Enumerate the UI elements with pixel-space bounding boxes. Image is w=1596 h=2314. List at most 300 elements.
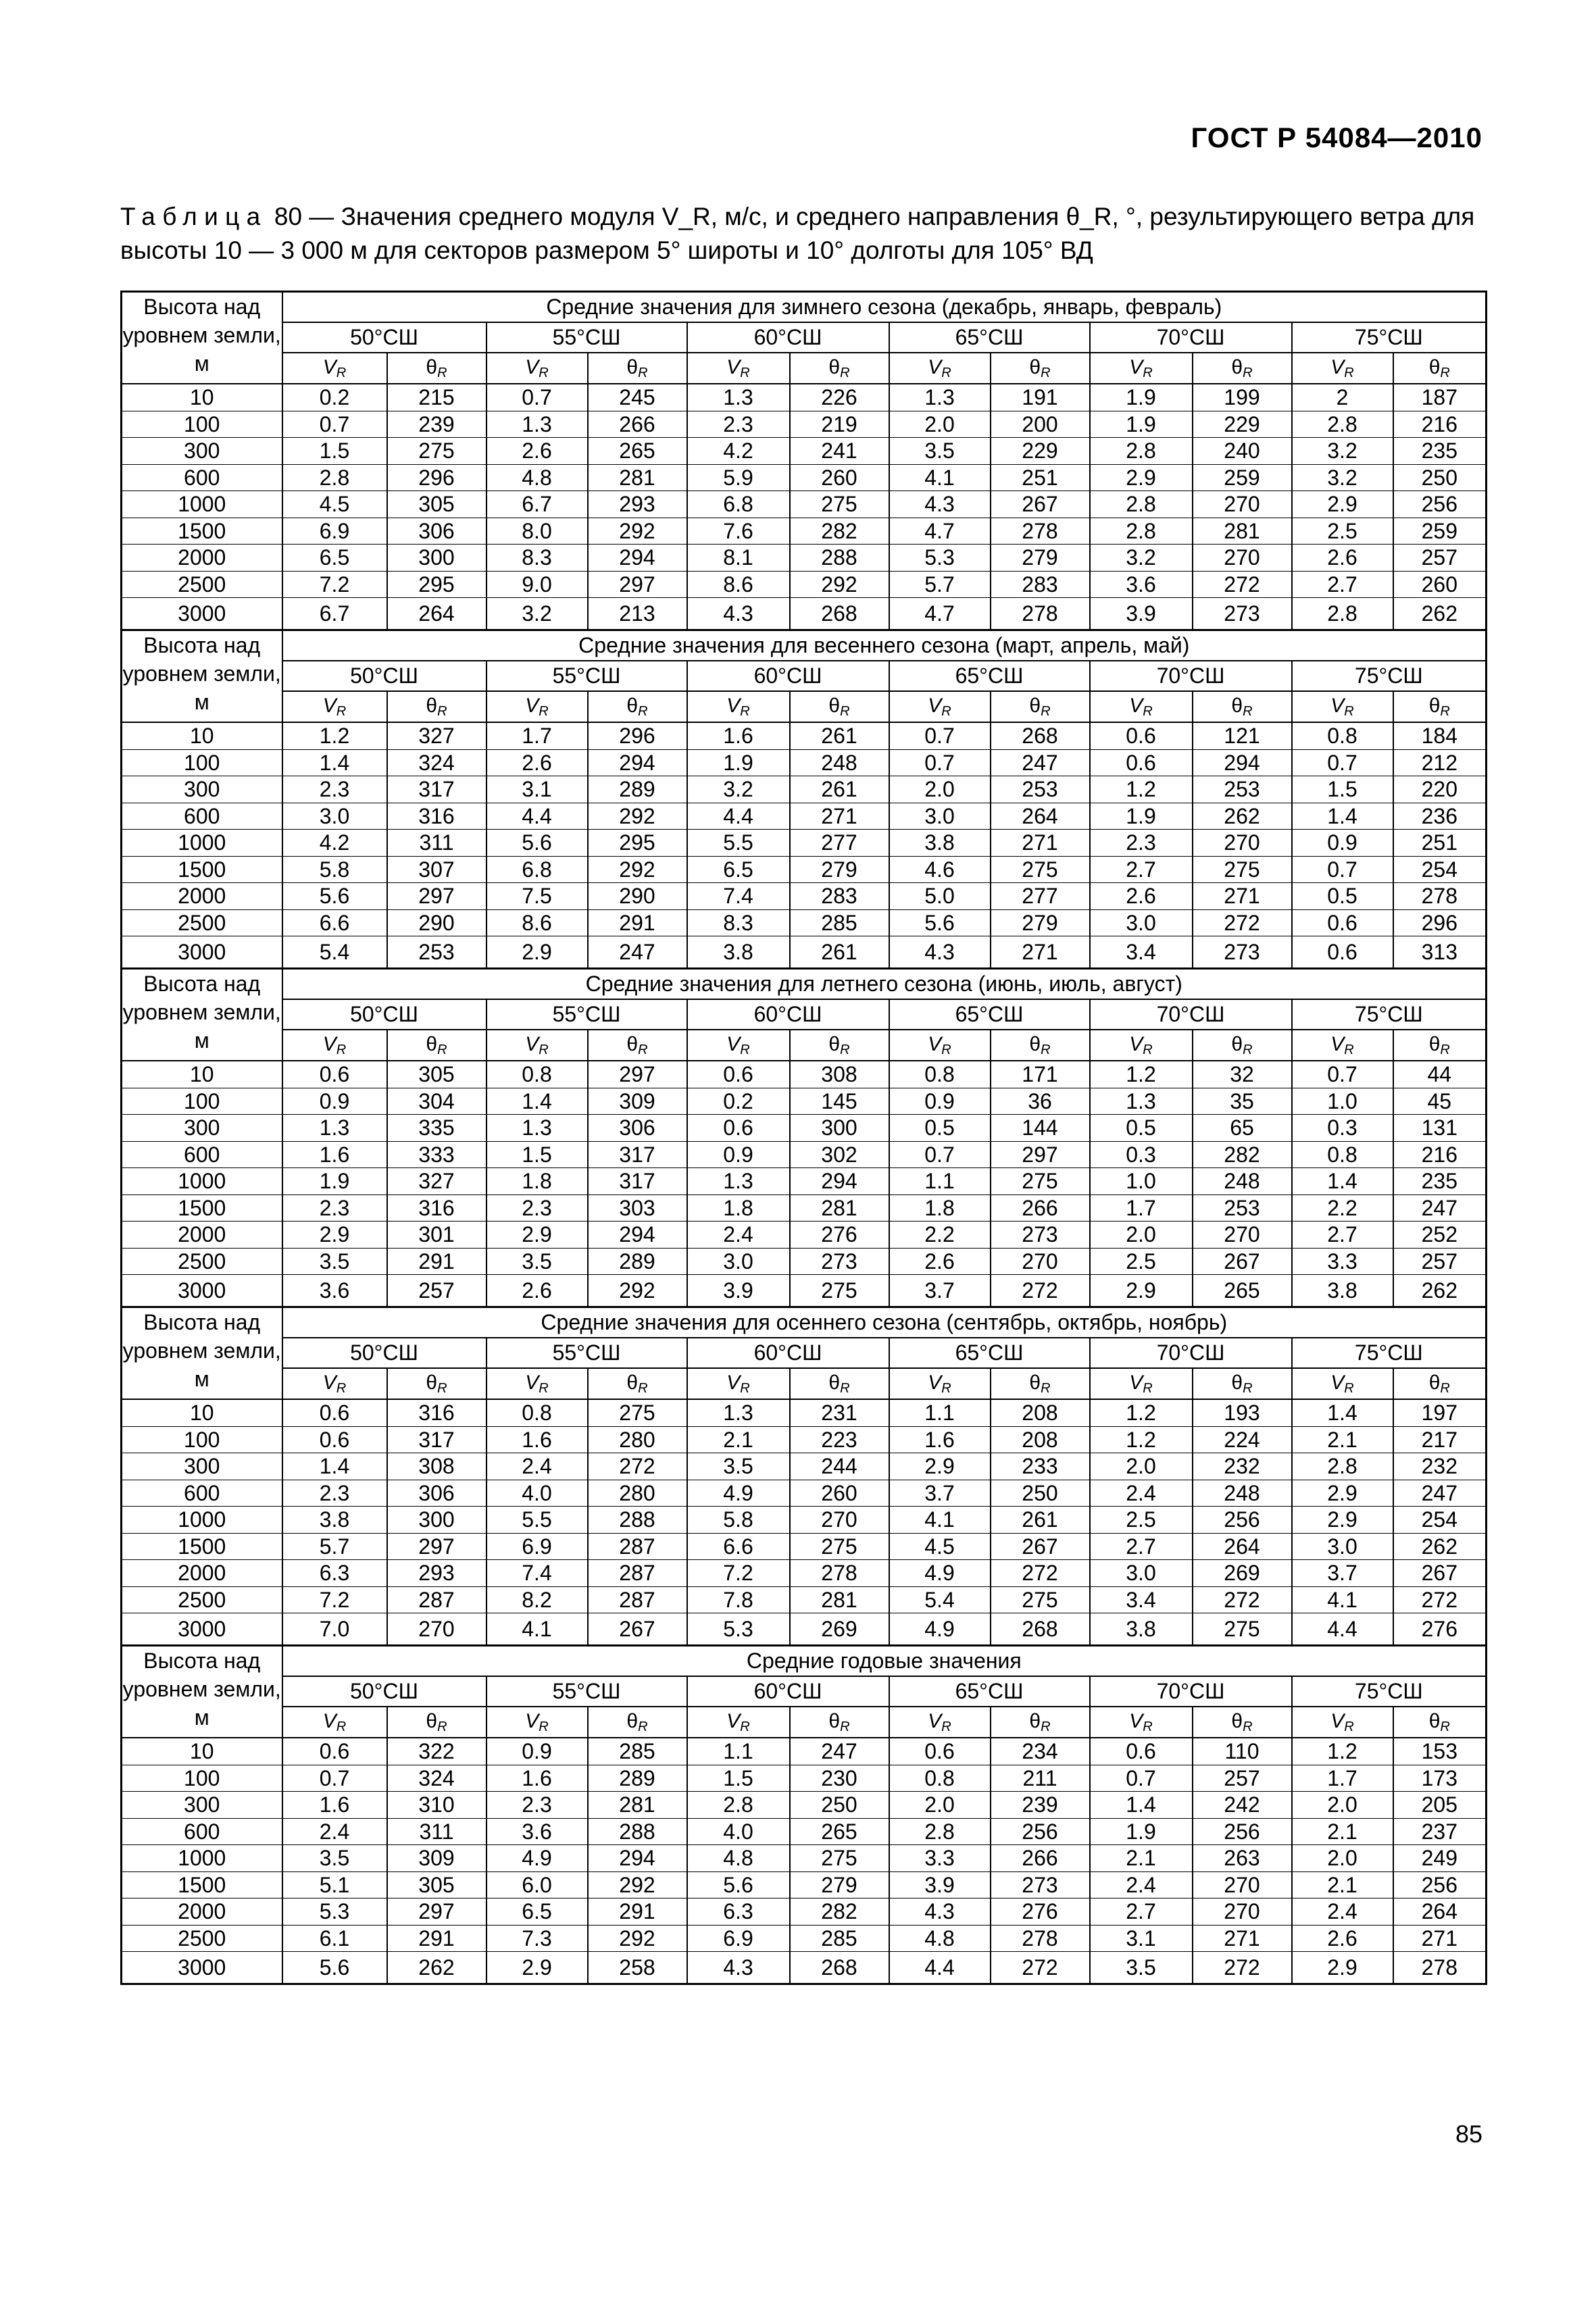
modulus-cell: 0.6 xyxy=(1292,909,1393,936)
direction-cell: 297 xyxy=(588,1061,687,1088)
direction-cell: 295 xyxy=(387,571,487,598)
direction-cell: 267 xyxy=(1193,1248,1292,1275)
direction-cell: 275 xyxy=(1193,856,1292,883)
direction-cell: 217 xyxy=(1393,1426,1487,1453)
modulus-header xyxy=(687,1368,790,1399)
modulus-cell: 3.5 xyxy=(1090,1952,1193,1984)
direction-cell: 273 xyxy=(991,1222,1090,1249)
modulus-symbol: V xyxy=(726,1709,741,1732)
height-cell: 1000 xyxy=(122,1168,282,1195)
direction-cell: 226 xyxy=(790,384,889,411)
modulus-cell: 2.9 xyxy=(889,1453,991,1480)
modulus-symbol: V xyxy=(1330,694,1345,717)
modulus-cell: 3.6 xyxy=(282,1275,387,1307)
modulus-cell: 6.6 xyxy=(282,909,387,936)
symbol-subscript: R xyxy=(1143,703,1153,719)
direction-symbol: θ xyxy=(828,1709,841,1732)
modulus-cell: 4.0 xyxy=(487,1480,588,1507)
latitude-header: 75°СШ xyxy=(1292,1676,1487,1707)
modulus-cell: 4.9 xyxy=(687,1480,790,1507)
modulus-cell: 1.7 xyxy=(487,722,588,749)
modulus-cell: 6.9 xyxy=(687,1925,790,1952)
direction-header xyxy=(588,1707,687,1738)
direction-cell: 289 xyxy=(588,1248,687,1275)
modulus-cell: 4.1 xyxy=(889,1507,991,1534)
direction-cell: 268 xyxy=(790,1952,889,1984)
modulus-header xyxy=(1292,1030,1393,1061)
table-row xyxy=(122,803,1487,830)
table-caption xyxy=(120,200,1487,268)
direction-symbol: θ xyxy=(1428,1032,1441,1055)
modulus-cell: 2.6 xyxy=(1292,545,1393,572)
height-cell: 100 xyxy=(122,749,282,776)
direction-symbol: θ xyxy=(1029,1709,1041,1732)
table-row xyxy=(122,1952,1487,1984)
direction-cell: 291 xyxy=(387,1925,487,1952)
modulus-cell: 6.5 xyxy=(687,856,790,883)
latitude-header-row xyxy=(122,661,1487,691)
modulus-cell: 2.9 xyxy=(1090,464,1193,491)
direction-cell: 265 xyxy=(588,438,687,465)
direction-header xyxy=(991,1707,1090,1738)
direction-cell: 131 xyxy=(1393,1115,1487,1142)
modulus-cell: 1.5 xyxy=(487,1141,588,1168)
modulus-cell: 2.3 xyxy=(487,1792,588,1819)
latitude-header: 70°СШ xyxy=(1090,999,1292,1030)
modulus-cell: 0.6 xyxy=(1090,749,1193,776)
modulus-cell: 3.6 xyxy=(1090,571,1193,598)
direction-cell: 270 xyxy=(1193,1222,1292,1249)
direction-header xyxy=(790,691,889,722)
latitude-header: 50°СШ xyxy=(282,1676,487,1707)
height-cell: 2500 xyxy=(122,1248,282,1275)
direction-cell: 262 xyxy=(1393,1275,1487,1307)
season-header-row xyxy=(122,1646,1487,1677)
modulus-cell: 5.5 xyxy=(687,830,790,857)
direction-cell: 229 xyxy=(1193,411,1292,438)
direction-cell: 273 xyxy=(1193,936,1292,969)
direction-cell: 278 xyxy=(991,518,1090,545)
modulus-cell: 5.1 xyxy=(282,1871,387,1898)
direction-cell: 275 xyxy=(588,1399,687,1426)
direction-symbol: θ xyxy=(1231,1371,1243,1394)
modulus-cell: 8.2 xyxy=(487,1586,588,1613)
modulus-cell: 1.5 xyxy=(687,1765,790,1792)
modulus-cell: 1.7 xyxy=(1292,1765,1393,1792)
latitude-header: 60°СШ xyxy=(687,999,889,1030)
direction-cell: 254 xyxy=(1393,1507,1487,1534)
direction-cell: 297 xyxy=(991,1141,1090,1168)
direction-cell: 256 xyxy=(991,1818,1090,1845)
direction-cell: 266 xyxy=(991,1845,1090,1872)
table-row xyxy=(122,1141,1487,1168)
season-header-row xyxy=(122,969,1487,1000)
table-row xyxy=(122,1194,1487,1222)
direction-cell: 216 xyxy=(1393,411,1487,438)
direction-cell: 260 xyxy=(790,464,889,491)
modulus-cell: 1.1 xyxy=(889,1168,991,1195)
direction-cell: 305 xyxy=(387,1061,487,1088)
direction-cell: 275 xyxy=(1193,1613,1292,1646)
modulus-cell: 0.7 xyxy=(1292,1061,1393,1088)
symbol-subscript: R xyxy=(638,365,648,380)
modulus-cell: 2.1 xyxy=(687,1426,790,1453)
modulus-cell: 4.1 xyxy=(487,1613,588,1646)
direction-cell: 262 xyxy=(387,1952,487,1984)
modulus-cell: 9.0 xyxy=(487,571,588,598)
latitude-header: 60°СШ xyxy=(687,322,889,353)
direction-symbol: θ xyxy=(1231,1032,1243,1055)
modulus-cell: 1.4 xyxy=(1292,1168,1393,1195)
latitude-header: 50°СШ xyxy=(282,322,487,353)
direction-cell: 287 xyxy=(588,1560,687,1587)
direction-cell: 232 xyxy=(1393,1453,1487,1480)
modulus-cell: 1.1 xyxy=(889,1399,991,1426)
symbol-subscript: R xyxy=(840,1719,850,1734)
modulus-cell: 0.7 xyxy=(889,1141,991,1168)
latitude-header: 70°СШ xyxy=(1090,661,1292,691)
table-row xyxy=(122,1925,1487,1952)
table-row xyxy=(122,1792,1487,1819)
direction-cell: 247 xyxy=(588,936,687,969)
direction-cell: 272 xyxy=(991,1560,1090,1587)
modulus-cell: 0.2 xyxy=(282,384,387,411)
modulus-cell: 0.7 xyxy=(889,749,991,776)
height-cell: 3000 xyxy=(122,1613,282,1646)
direction-cell: 271 xyxy=(991,936,1090,969)
latitude-header: 70°СШ xyxy=(1090,322,1292,353)
direction-cell: 294 xyxy=(588,1845,687,1872)
modulus-cell: 4.4 xyxy=(1292,1613,1393,1646)
table-row xyxy=(122,1613,1487,1646)
table-row xyxy=(122,1898,1487,1926)
direction-header xyxy=(588,1368,687,1399)
direction-cell: 308 xyxy=(790,1061,889,1088)
modulus-header xyxy=(1292,1707,1393,1738)
direction-cell: 35 xyxy=(1193,1088,1292,1115)
height-cell: 3000 xyxy=(122,598,282,630)
direction-symbol: θ xyxy=(626,694,639,717)
table-row xyxy=(122,438,1487,465)
direction-symbol: θ xyxy=(626,1709,639,1732)
direction-cell: 309 xyxy=(387,1845,487,1872)
modulus-cell: 3.5 xyxy=(687,1453,790,1480)
latitude-header: 60°СШ xyxy=(687,1676,889,1707)
direction-cell: 266 xyxy=(991,1194,1090,1222)
table-row xyxy=(122,491,1487,518)
direction-cell: 259 xyxy=(1193,464,1292,491)
direction-cell: 278 xyxy=(991,1925,1090,1952)
modulus-cell: 0.8 xyxy=(487,1399,588,1426)
modulus-cell: 1.5 xyxy=(282,438,387,465)
table-row xyxy=(122,1871,1487,1898)
direction-cell: 264 xyxy=(1393,1898,1487,1926)
modulus-cell: 0.6 xyxy=(282,1426,387,1453)
modulus-cell: 2.9 xyxy=(487,936,588,969)
modulus-cell: 4.3 xyxy=(889,491,991,518)
symbol-subscript: R xyxy=(1041,1380,1051,1396)
height-cell: 300 xyxy=(122,1792,282,1819)
direction-cell: 275 xyxy=(991,856,1090,883)
direction-cell: 282 xyxy=(790,518,889,545)
direction-cell: 251 xyxy=(991,464,1090,491)
modulus-header xyxy=(687,1707,790,1738)
latitude-header: 60°СШ xyxy=(687,1338,889,1368)
table-row xyxy=(122,598,1487,630)
modulus-cell: 4.9 xyxy=(487,1845,588,1872)
direction-cell: 316 xyxy=(387,1399,487,1426)
modulus-cell: 4.9 xyxy=(889,1560,991,1587)
modulus-cell: 2.1 xyxy=(1292,1426,1393,1453)
modulus-header xyxy=(487,691,588,722)
direction-cell: 333 xyxy=(387,1141,487,1168)
symbol-subscript: R xyxy=(1440,365,1450,380)
modulus-cell: 1.3 xyxy=(282,1115,387,1142)
latitude-header: 75°СШ xyxy=(1292,999,1487,1030)
direction-cell: 306 xyxy=(387,1480,487,1507)
modulus-cell: 1.3 xyxy=(687,1168,790,1195)
direction-cell: 281 xyxy=(588,464,687,491)
modulus-header xyxy=(889,1707,991,1738)
latitude-header-row xyxy=(122,322,1487,353)
modulus-cell: 0.8 xyxy=(889,1061,991,1088)
modulus-cell: 1.0 xyxy=(1090,1168,1193,1195)
latitude-header: 55°СШ xyxy=(487,1676,687,1707)
direction-cell: 266 xyxy=(588,411,687,438)
direction-header xyxy=(790,1030,889,1061)
modulus-cell: 5.9 xyxy=(687,464,790,491)
symbol-subscript: R xyxy=(336,1380,347,1396)
modulus-cell: 3.1 xyxy=(487,776,588,803)
direction-cell: 276 xyxy=(991,1898,1090,1926)
table-row xyxy=(122,1399,1487,1426)
table-row xyxy=(122,1738,1487,1765)
direction-cell: 324 xyxy=(387,1765,487,1792)
modulus-cell: 0.6 xyxy=(687,1115,790,1142)
direction-cell: 264 xyxy=(387,598,487,630)
modulus-cell: 0.8 xyxy=(889,1765,991,1792)
symbol-subscript: R xyxy=(1243,1380,1253,1396)
direction-cell: 237 xyxy=(1393,1818,1487,1845)
height-cell: 1500 xyxy=(122,1871,282,1898)
direction-cell: 224 xyxy=(1193,1426,1292,1453)
modulus-cell: 2.7 xyxy=(1292,571,1393,598)
direction-cell: 296 xyxy=(588,722,687,749)
modulus-cell: 3.2 xyxy=(687,776,790,803)
direction-cell: 271 xyxy=(991,830,1090,857)
direction-symbol: θ xyxy=(426,1032,438,1055)
modulus-cell: 1.9 xyxy=(1090,803,1193,830)
modulus-cell: 3.2 xyxy=(487,598,588,630)
direction-cell: 295 xyxy=(588,830,687,857)
direction-cell: 275 xyxy=(790,1275,889,1307)
direction-cell: 264 xyxy=(991,803,1090,830)
direction-header xyxy=(1393,1707,1487,1738)
direction-cell: 278 xyxy=(1393,1952,1487,1984)
modulus-cell: 1.6 xyxy=(282,1792,387,1819)
variable-header-row xyxy=(122,691,1487,722)
modulus-cell: 0.2 xyxy=(687,1088,790,1115)
direction-header xyxy=(387,691,487,722)
direction-cell: 240 xyxy=(1193,438,1292,465)
direction-cell: 191 xyxy=(991,384,1090,411)
direction-cell: 268 xyxy=(790,598,889,630)
modulus-cell: 2.8 xyxy=(889,1818,991,1845)
latitude-header: 65°СШ xyxy=(889,999,1090,1030)
modulus-cell: 0.6 xyxy=(1090,1738,1193,1765)
direction-cell: 279 xyxy=(991,909,1090,936)
modulus-cell: 2.6 xyxy=(889,1248,991,1275)
direction-cell: 288 xyxy=(588,1507,687,1534)
modulus-cell: 1.0 xyxy=(1292,1088,1393,1115)
direction-cell: 267 xyxy=(991,491,1090,518)
direction-cell: 275 xyxy=(790,1533,889,1560)
symbol-subscript: R xyxy=(840,1042,850,1057)
direction-cell: 269 xyxy=(790,1613,889,1646)
season-title: Средние значения для весеннего сезона (март, апрель, май) xyxy=(282,630,1487,661)
modulus-cell: 2.0 xyxy=(889,411,991,438)
symbol-subscript: R xyxy=(638,1042,648,1057)
modulus-cell: 7.2 xyxy=(687,1560,790,1587)
modulus-cell: 1.4 xyxy=(1090,1792,1193,1819)
height-column-header: Высота над уровнем земли, м xyxy=(122,1646,282,1738)
height-cell: 2000 xyxy=(122,545,282,572)
modulus-cell: 0.9 xyxy=(487,1738,588,1765)
direction-cell: 322 xyxy=(387,1738,487,1765)
latitude-header: 55°СШ xyxy=(487,1338,687,1368)
modulus-cell: 1.2 xyxy=(1090,1061,1193,1088)
modulus-cell: 6.5 xyxy=(487,1898,588,1926)
modulus-cell: 1.4 xyxy=(282,1453,387,1480)
direction-header xyxy=(1393,691,1487,722)
direction-cell: 300 xyxy=(387,545,487,572)
direction-cell: 305 xyxy=(387,491,487,518)
modulus-cell: 0.8 xyxy=(1292,1141,1393,1168)
modulus-header xyxy=(687,1030,790,1061)
direction-cell: 234 xyxy=(991,1738,1090,1765)
direction-cell: 281 xyxy=(1193,518,1292,545)
season-title: Средние значения для зимнего сезона (декабрь, январь, февраль) xyxy=(282,292,1487,323)
direction-cell: 279 xyxy=(790,856,889,883)
direction-cell: 275 xyxy=(790,1845,889,1872)
modulus-cell: 4.1 xyxy=(889,464,991,491)
direction-symbol: θ xyxy=(1428,355,1441,378)
direction-cell: 268 xyxy=(991,722,1090,749)
modulus-header xyxy=(1292,353,1393,384)
modulus-cell: 0.8 xyxy=(487,1061,588,1088)
modulus-cell: 7.0 xyxy=(282,1613,387,1646)
season-header-row xyxy=(122,1307,1487,1338)
symbol-subscript: R xyxy=(539,1380,549,1396)
symbol-subscript: R xyxy=(638,1380,648,1396)
modulus-cell: 7.6 xyxy=(687,518,790,545)
modulus-cell: 7.3 xyxy=(487,1925,588,1952)
symbol-subscript: R xyxy=(638,703,648,719)
direction-cell: 223 xyxy=(790,1426,889,1453)
direction-cell: 285 xyxy=(790,909,889,936)
modulus-cell: 2.1 xyxy=(1292,1871,1393,1898)
modulus-cell: 3.8 xyxy=(1090,1613,1193,1646)
direction-cell: 262 xyxy=(1193,803,1292,830)
direction-cell: 311 xyxy=(387,1818,487,1845)
direction-cell: 249 xyxy=(1393,1845,1487,1872)
modulus-cell: 3.0 xyxy=(1090,909,1193,936)
modulus-cell: 3.9 xyxy=(687,1275,790,1307)
direction-cell: 235 xyxy=(1393,1168,1487,1195)
height-cell: 300 xyxy=(122,438,282,465)
table-row xyxy=(122,856,1487,883)
symbol-subscript: R xyxy=(539,1042,549,1057)
direction-cell: 272 xyxy=(588,1453,687,1480)
direction-cell: 193 xyxy=(1193,1399,1292,1426)
modulus-cell: 1.9 xyxy=(1090,1818,1193,1845)
modulus-cell: 0.7 xyxy=(1090,1765,1193,1792)
direction-cell: 292 xyxy=(588,1925,687,1952)
modulus-cell: 0.7 xyxy=(889,722,991,749)
direction-header xyxy=(387,1707,487,1738)
modulus-cell: 2.2 xyxy=(889,1222,991,1249)
direction-cell: 311 xyxy=(387,830,487,857)
modulus-cell: 1.6 xyxy=(282,1141,387,1168)
modulus-cell: 2.9 xyxy=(487,1222,588,1249)
modulus-header xyxy=(889,1030,991,1061)
direction-cell: 327 xyxy=(387,1168,487,1195)
modulus-cell: 0.6 xyxy=(889,1738,991,1765)
modulus-cell: 0.7 xyxy=(487,384,588,411)
page-number: 85 xyxy=(1455,2120,1482,2148)
direction-cell: 272 xyxy=(1193,909,1292,936)
latitude-header: 55°СШ xyxy=(487,322,687,353)
direction-cell: 290 xyxy=(588,883,687,910)
height-column-header: Высота над уровнем земли, м xyxy=(122,292,282,384)
modulus-symbol: V xyxy=(1330,1371,1345,1394)
modulus-cell: 3.1 xyxy=(1090,1925,1193,1952)
direction-cell: 280 xyxy=(588,1426,687,1453)
direction-cell: 287 xyxy=(387,1586,487,1613)
modulus-cell: 2.7 xyxy=(1090,856,1193,883)
height-cell: 2000 xyxy=(122,1560,282,1587)
symbol-subscript: R xyxy=(740,1719,750,1734)
direction-cell: 294 xyxy=(588,1222,687,1249)
direction-cell: 256 xyxy=(1393,491,1487,518)
direction-cell: 261 xyxy=(790,936,889,969)
height-cell: 1000 xyxy=(122,830,282,857)
modulus-cell: 0.9 xyxy=(889,1088,991,1115)
modulus-cell: 3.2 xyxy=(1292,464,1393,491)
modulus-cell: 2.4 xyxy=(1090,1480,1193,1507)
modulus-cell: 2.5 xyxy=(1090,1507,1193,1534)
direction-cell: 324 xyxy=(387,749,487,776)
direction-cell: 296 xyxy=(387,464,487,491)
modulus-cell: 0.9 xyxy=(282,1088,387,1115)
direction-symbol: θ xyxy=(828,355,841,378)
direction-cell: 248 xyxy=(790,749,889,776)
direction-cell: 270 xyxy=(387,1613,487,1646)
direction-header xyxy=(1393,1368,1487,1399)
direction-cell: 32 xyxy=(1193,1061,1292,1088)
table-row xyxy=(122,1586,1487,1613)
direction-symbol: θ xyxy=(1428,694,1441,717)
height-column-header: Высота над уровнем земли, м xyxy=(122,969,282,1061)
direction-symbol: θ xyxy=(828,694,841,717)
modulus-cell: 6.3 xyxy=(282,1560,387,1587)
direction-cell: 305 xyxy=(387,1871,487,1898)
modulus-header xyxy=(282,691,387,722)
modulus-cell: 2.3 xyxy=(1090,830,1193,857)
direction-cell: 270 xyxy=(991,1248,1090,1275)
modulus-cell: 1.8 xyxy=(687,1194,790,1222)
modulus-symbol: V xyxy=(525,694,539,717)
